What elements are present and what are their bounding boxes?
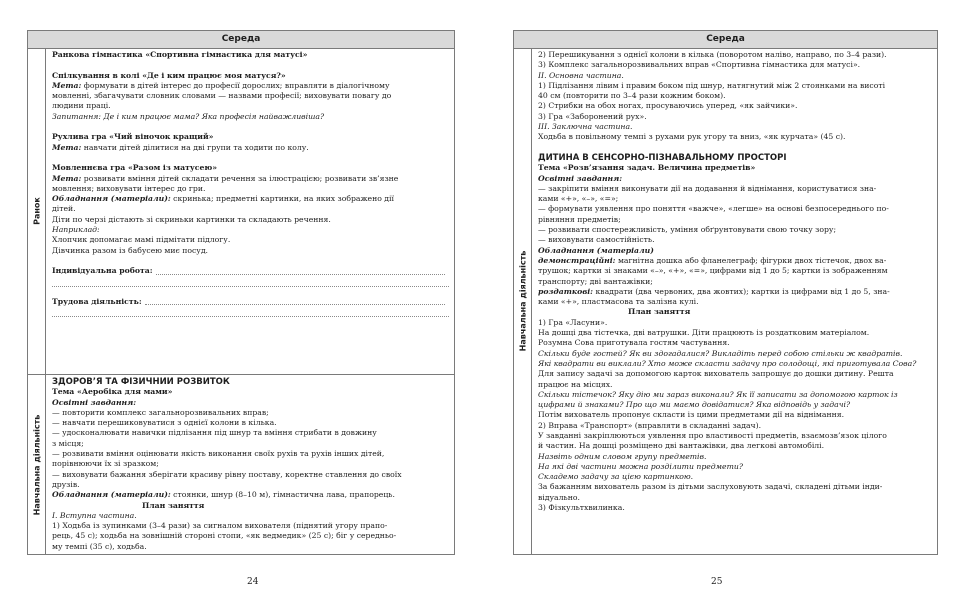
text-line (52, 501, 449, 511)
line-text: Трудова діяльність: (52, 296, 142, 306)
line-text: — розвивати спостережливість, уміння обґрунтовувати свою точку зору; (538, 225, 837, 235)
line-text: Складемо задачу за цією картинкою. (538, 472, 694, 482)
line-text: Тема «Розв’язання задач. Величина предметів» (538, 163, 756, 173)
line-text: — розвивати вміння оцінювати якість виконання своїх рухів та рухів інших дітей, (52, 449, 385, 459)
line-text: людини праці. (52, 101, 111, 111)
text-line (52, 418, 449, 428)
text-line (538, 91, 932, 101)
line-text: Діти по черзі дістають зі скриньки картинки та складають речення. (52, 214, 331, 224)
text-line (538, 81, 932, 91)
morning-content (52, 50, 449, 372)
text-line (52, 112, 449, 122)
page-number: 25 (711, 577, 723, 587)
dotted-line (52, 277, 449, 287)
line-text: Спілкування в колі «Де і ким працює моя матуся?» (52, 70, 286, 80)
line-text: — повторити комплекс загальнорозвивальних вправ; (52, 407, 269, 417)
line-text: — навчати перешиковуватися з однієї колони в кілька. (52, 418, 277, 428)
line-text: магнітна дошка або фланелеграф; фігурки двох тістечок, двох ва- (615, 255, 887, 265)
line-text: ками «+», пластмасова та залізна кулі. (538, 297, 699, 307)
text-line (52, 194, 449, 204)
line-text: й частин. На дошці розміщено дві вантажівки, два легкові автомобілі. (538, 441, 825, 451)
text-line (538, 482, 932, 492)
line-text: Потім вихователь пропонує скласти із цими предметами дії на віднімання. (538, 410, 845, 420)
line-text: працює на місцях. (538, 379, 613, 389)
learning-content (52, 377, 449, 552)
inline-label: Мета: (52, 142, 82, 152)
line-text: 1) Ходьба із зупинками (3–4 рази) за сигналом вихователя (піднятий угору прапо- (52, 521, 388, 531)
line-text: 1) Підлізання лівим і правим боком під шнур, натягнутий між 2 стоянками на висоті (538, 80, 886, 90)
line-text: рівняння предметів; (538, 214, 621, 224)
text-line (538, 493, 932, 503)
line-text: 3) Фізкультхвилинка. (538, 503, 625, 513)
line-text: Ходьба в повільному темпі з рухами рук угору та вниз, «як курчата» (45 с). (538, 132, 846, 142)
text-line (538, 328, 932, 338)
text-line (538, 266, 932, 276)
day-header: Середа (28, 31, 454, 49)
text-line (538, 215, 932, 225)
line-text: трушок; картки зі знаками «–», «+», «=», цифрами від 1 до 5; картки із зображенням (538, 266, 888, 276)
line-text: навчати дітей ділитися на дві групи та ходити по колу. (81, 142, 309, 152)
spacer (52, 60, 449, 70)
line-text: Для запису задачі за допомогою карток вихователь запрошує до дошки дитину. Решта (538, 369, 894, 379)
line-text: стоянки, шнур (8–10 м), гімнастична лава, прапорець. (170, 490, 395, 500)
text-line (538, 472, 932, 482)
line-text: Мовленнєва гра «Разом із матусею» (52, 163, 218, 173)
text-line (52, 377, 449, 387)
text-line (538, 400, 932, 410)
line-text: Рухлива гра «Чий віночок кращий» (52, 132, 214, 142)
text-line (52, 81, 449, 91)
line-text: Тема «Аеробіка для мами» (52, 387, 173, 397)
line-text: рець, 45 с); ходьба на зовнішній стороні стопи, «як ведмедик» (25 с); біг у середньо- (52, 531, 397, 541)
text-line (52, 235, 449, 245)
text-line (52, 163, 449, 173)
text-line (52, 470, 449, 480)
dotted-fill (156, 266, 445, 274)
line-text: 2) Стрибки на обох ногах, просуваючись уперед, «як зайчики». (538, 101, 798, 111)
line-text: розвивати вміння дітей складати речення за ілюстрацією; розвивати зв’язне (81, 173, 399, 183)
text-line (52, 449, 449, 459)
line-text: ДИТИНА В СЕНСОРНО-ПІЗНАВАЛЬНОМУ ПРОСТОРІ (538, 152, 787, 163)
spacer (52, 122, 449, 132)
side-label-cell (28, 48, 46, 374)
morning-section (28, 48, 454, 375)
text-line (52, 521, 449, 531)
line-text: дітей. (52, 204, 76, 214)
line-text: відуально. (538, 492, 580, 502)
text-line (538, 503, 932, 513)
line-text: 2) Перешикування з однієї колони в кілька (поворотом наліво, направо, по 3–4 рази). (538, 50, 887, 59)
left-page (27, 30, 455, 555)
line-text: мовленні, збагачувати словник словами — назвами професії; виховувати повагу до (52, 91, 392, 101)
text-line (538, 277, 932, 287)
inline-label: демонстраційні: (538, 255, 616, 265)
line-text: Дівчинка разом із бабусею миє посуд. (52, 245, 209, 255)
text-line (538, 452, 932, 462)
line-text: — закріпити вміння виконувати дії на додавання й віднімання, користуватися зна- (538, 183, 877, 193)
line-text: Освітні завдання: (538, 173, 623, 183)
text-line (538, 71, 932, 81)
line-text: Хлопчик допомагає мамі підмітати підлогу. (52, 235, 231, 245)
text-line (52, 480, 449, 490)
line-text: скринька; предметні картинки, на яких зображено дії (170, 194, 394, 204)
inline-label: Обладнання (матеріали): (52, 194, 171, 204)
right-page (513, 30, 938, 555)
line-text: 3) Комплекс загальнорозвивальних вправ «Спортивна гімнастика для матусі». (538, 60, 861, 70)
inline-label: роздаткові: (538, 286, 594, 296)
text-line (538, 256, 932, 266)
line-text: цифрами й знаками? Про що ми маємо довідатися? Яка відповідь у задачі? (538, 400, 851, 410)
text-line (52, 143, 449, 153)
line-text: з місця; (52, 438, 84, 448)
text-line (52, 132, 449, 142)
line-text: Розумна Сова приготувала гостям частування. (538, 338, 730, 348)
line-text: формувати в дітей інтерес до професії дорослих; вправляти в діалогічному (81, 80, 390, 90)
line-text: му темпі (35 с), ходьба. (52, 541, 147, 551)
text-line (52, 91, 449, 101)
text-line (52, 246, 449, 256)
text-line (52, 174, 449, 184)
text-line (52, 490, 449, 500)
text-line (52, 266, 449, 276)
line-text: Скільки тістечок? Яку дію ми зараз виконали? Як її записати за допомогою карток із (538, 389, 898, 399)
line-text: План заняття (142, 500, 205, 510)
text-line (52, 101, 449, 111)
text-line (538, 225, 932, 235)
inline-label: Мета: (52, 173, 82, 183)
side-label: Ранок (32, 197, 41, 225)
text-line (538, 307, 932, 317)
line-text: 1) Гра «Ласуни». (538, 317, 608, 327)
line-text: — виховувати самостійність. (538, 235, 655, 245)
text-line (52, 184, 449, 194)
line-text: Скільки буде гостей? Як ви здогадалися? Викладіть перед собою стільки ж квадратів. (538, 348, 903, 358)
line-text: На дошці два тістечка, дві ватрушки. Діти працюють із роздатковим матеріалом. (538, 328, 870, 338)
text-line (52, 204, 449, 214)
text-line (52, 542, 449, 552)
text-line (538, 246, 932, 256)
text-line (538, 421, 932, 431)
line-text: ЗДОРОВ’Я ТА ФІЗИЧНИЙ РОЗВИТОК (52, 377, 230, 387)
spacer (538, 143, 932, 153)
line-text: транспорту; дві вантажівки; (538, 276, 653, 286)
line-text: мовлення; виховувати інтерес до гри. (52, 183, 206, 193)
line-text: — удосконалювати навички підлізання під шнур та вміння стрибати в довжину (52, 428, 377, 438)
text-line (538, 174, 932, 184)
line-text: 2) Вправа «Транспорт» (вправляти в складанні задач). (538, 420, 762, 430)
line-text: Наприклад: (52, 225, 100, 235)
text-line (52, 50, 449, 60)
spacer (52, 287, 449, 297)
text-line (52, 439, 449, 449)
learning-section (28, 375, 454, 554)
text-line (52, 428, 449, 438)
text-line (52, 408, 449, 418)
text-line (52, 459, 449, 469)
line-text: I. Вступна частина. (52, 510, 137, 520)
text-line (538, 122, 932, 132)
line-text: III. Заключна частина. (538, 122, 633, 132)
text-line (538, 60, 932, 70)
text-line (538, 101, 932, 111)
inline-label: Мета: (52, 80, 82, 90)
line-text: План заняття (628, 307, 691, 317)
page-number: 24 (247, 577, 259, 587)
line-text: 3) Гра «Заборонений рух». (538, 111, 647, 121)
side-label: Навчальна діяльність (518, 250, 527, 352)
text-line (538, 431, 932, 441)
learning-content (538, 50, 932, 552)
line-text: — формувати уявлення про поняття «важче», «легше» на основі безпосереднього по- (538, 204, 889, 214)
spacer (52, 256, 449, 266)
inline-label: Обладнання (матеріали): (52, 490, 171, 500)
line-text: На які дві частини можна розділити предмети? (538, 461, 743, 471)
text-line (538, 132, 932, 142)
line-text: Назвіть одним словом групу предметів. (538, 451, 707, 461)
text-line (52, 531, 449, 541)
text-line (538, 390, 932, 400)
spacer (52, 153, 449, 163)
learning-section (514, 48, 937, 554)
text-line (538, 153, 932, 163)
text-line (52, 297, 449, 307)
text-line (538, 297, 932, 307)
text-line (538, 194, 932, 204)
text-line (538, 318, 932, 328)
text-line (538, 184, 932, 194)
text-line (538, 349, 932, 359)
line-text: квадрати (два червоних, два жовтих); картки із цифрами від 1 до 5, зна- (593, 286, 890, 296)
line-text: порівнюючи їх зі зразком; (52, 459, 159, 469)
text-line (538, 112, 932, 122)
text-line (52, 225, 449, 235)
text-line (538, 338, 932, 348)
text-line (538, 50, 932, 60)
line-text: ками «+», «–», «=»; (538, 194, 619, 204)
text-line (538, 441, 932, 451)
side-label-cell (514, 48, 532, 554)
line-text: II. Основна частина. (538, 70, 624, 80)
side-label: Навчальна діяльність (32, 414, 41, 515)
text-line (538, 462, 932, 472)
text-line (538, 369, 932, 379)
text-line (538, 163, 932, 173)
text-line (538, 410, 932, 420)
text-line (52, 215, 449, 225)
line-text: Запитання: Де і ким працює мама? Яка професія найважливіша? (52, 111, 325, 121)
text-line (52, 387, 449, 397)
day-header: Середа (514, 31, 937, 49)
text-line (52, 398, 449, 408)
line-text: За бажанням вихователь разом із дітьми заслуховують задачі, складені дітьми інди- (538, 482, 883, 492)
line-text: Обладнання (матеріали) (538, 245, 654, 255)
dotted-fill (145, 297, 445, 305)
text-line (538, 380, 932, 390)
text-line (52, 71, 449, 81)
text-line (538, 287, 932, 297)
text-line (538, 359, 932, 369)
side-label-cell (28, 375, 46, 554)
line-text: Ранкова гімнастика «Спортивна гімнастика для матусі» (52, 50, 308, 59)
line-text: Освітні завдання: (52, 397, 137, 407)
text-line (52, 511, 449, 521)
line-text: У завданні закріплюються уявлення про властивості предметів, взаємозв’язок цілого (538, 430, 887, 440)
dotted-line (52, 307, 449, 317)
line-text: — виховувати бажання зберігати красиву рівну поставу, коректне ставлення до своїх (52, 469, 402, 479)
text-line (538, 235, 932, 245)
line-text: 40 см (повторити по 3–4 рази кожним боком). (538, 91, 726, 101)
line-text: Які квадрати ви виклали? Хто може скласти задачу про солодощі, які приготувала Сова? (538, 358, 917, 368)
line-text: друзів. (52, 479, 80, 489)
line-text: Індивідуальна робота: (52, 266, 153, 276)
text-line (538, 204, 932, 214)
